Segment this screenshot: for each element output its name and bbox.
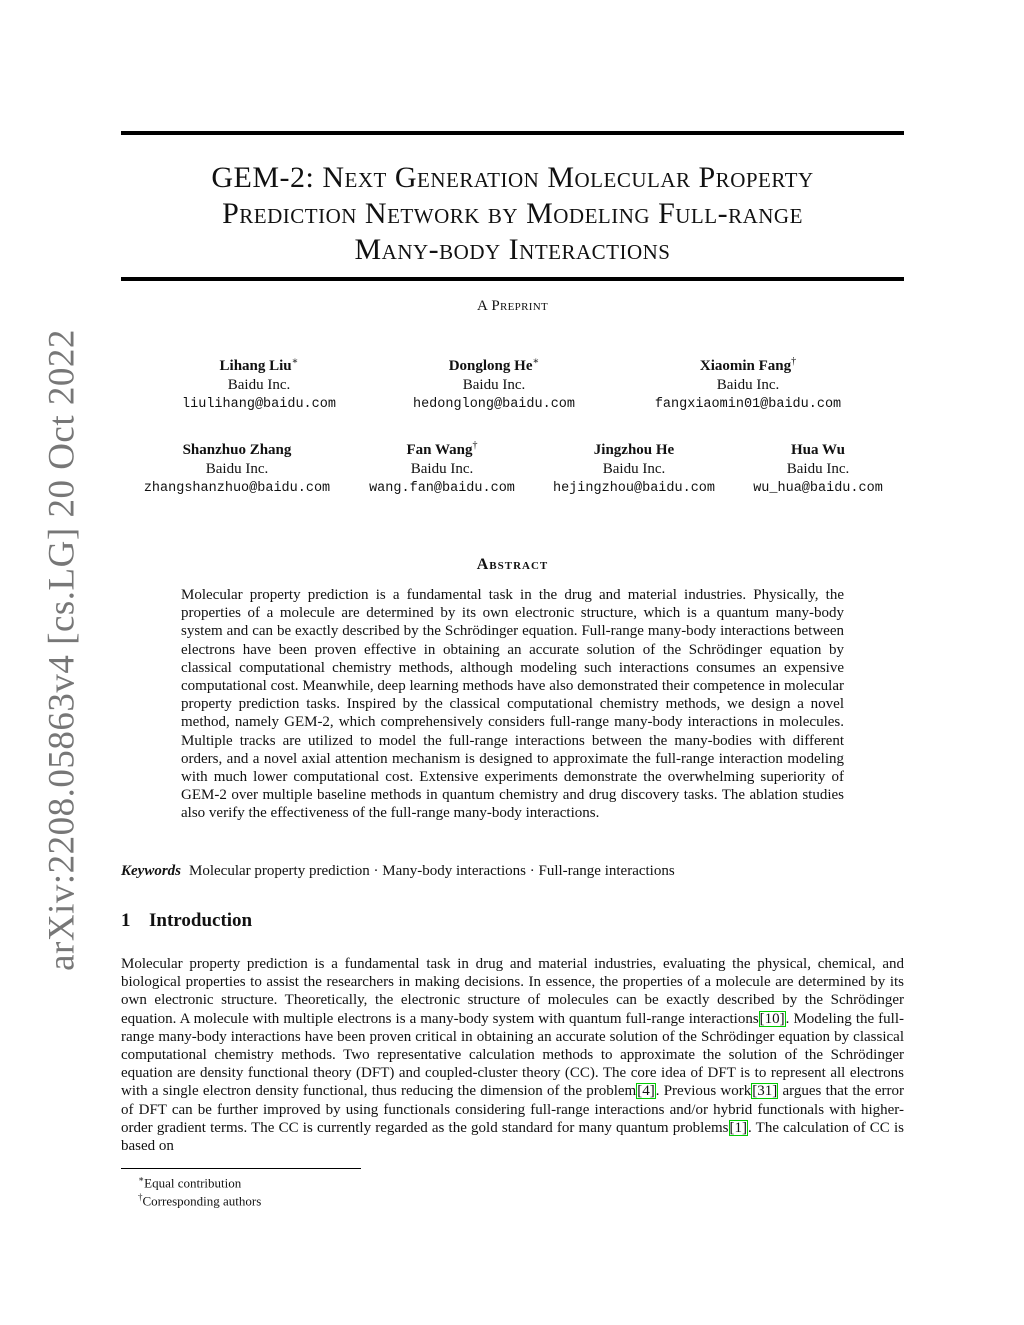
citation-link[interactable]: [1] <box>729 1119 748 1136</box>
title-rule-bottom <box>121 277 904 281</box>
section-number: 1 <box>121 910 131 931</box>
intro-text: . The calculation of CC is based on <box>121 1119 904 1155</box>
keywords <box>121 863 904 880</box>
keywords-text: Molecular property prediction · Many-body interactions · Full-range interactions <box>189 863 675 879</box>
arxiv-identifier: arXiv:2208.05863v4 [cs.LG] 20 Oct 2022 <box>41 329 83 971</box>
intro-text: . Modeling the full-range many-body interactions have been proven critical in obtaining an accurate solution of the Schrödinger equation by classical computational chemistry methods. Two representative calculation methods to approximate the solution of the Schrödinger equation are density functional theory (DFT) and coupled-cluster theory (CC). The core idea of DFT is to represent all electrons with a single electron density functional, thus reducing the dimension of the problem <box>121 1010 904 1100</box>
author-email[interactable]: liulihang@baidu.com <box>182 397 336 412</box>
author-affiliation: Baidu Inc. <box>462 377 526 393</box>
title-line-2: Prediction Network by Modeling Full-range <box>222 197 803 230</box>
citation-link[interactable]: [4] <box>637 1083 655 1100</box>
footnote-text: Corresponding authors <box>142 1193 262 1209</box>
preprint-label: A Preprint <box>477 298 548 314</box>
author-name: Donglong He∗ <box>448 356 540 374</box>
footnote <box>138 1192 261 1209</box>
author-email[interactable]: zhangshanzhuo@baidu.com <box>143 481 331 496</box>
author-block <box>553 436 715 498</box>
citation-link[interactable]: [31] <box>752 1083 778 1100</box>
intro-text: . Previous work <box>655 1083 752 1100</box>
footnote-mark: ∗ <box>138 1174 145 1184</box>
author-email[interactable]: hejingzhou@baidu.com <box>552 481 716 496</box>
author-affiliation: Baidu Inc. <box>716 377 780 393</box>
author-email[interactable]: fangxiaomin01@baidu.com <box>654 397 842 412</box>
author-email[interactable]: wang.fan@baidu.com <box>369 481 515 496</box>
footnote <box>138 1174 241 1191</box>
author-affiliation: Baidu Inc. <box>602 461 666 477</box>
author-affiliation: Baidu Inc. <box>410 461 474 477</box>
author-name: Shanzhuo Zhang <box>182 442 292 458</box>
intro-text: Molecular property prediction is a fundamental task in drug and material industries, evaluating the physical, chemical, and biological properties to assist the researchers in making decisions. In essence, the properties of a molecule are determined by its own electronic structure. Theoretically, the electronic structure of molecules can be exactly described by the Schrödinger equation. A molecule with multiple electrons is a many-body system with quantum full-range interactions <box>121 956 904 1027</box>
author-block <box>413 352 575 414</box>
title-line-3: Many-body Interactions <box>354 233 671 266</box>
introduction-paragraph <box>121 955 904 1155</box>
section-title: Introduction <box>149 910 253 931</box>
author-block <box>144 436 330 498</box>
footnote-mark: † <box>138 1192 143 1202</box>
author-block <box>753 436 883 498</box>
author-email[interactable]: wu_hua@baidu.com <box>753 481 883 496</box>
abstract-heading: Abstract <box>476 556 549 573</box>
intro-text: argues that the error of DFT can be further improved by using functionals considering full-range interactions and/or hybrid functionals with higher-order gradient terms. The CC is currently regarded as the gold standard for many quantum problems <box>121 1083 905 1136</box>
footnote-rule <box>121 1168 361 1169</box>
footnote-text: Equal contribution <box>144 1175 242 1191</box>
author-name: Jingzhou He <box>593 442 675 458</box>
section-heading <box>121 910 252 932</box>
abstract-text: Molecular property prediction is a fundamental task in the drug and material industries. Physically, the properties of a molecule are determined by its own electronic structure, which is a quantum many-body system and can be exactly described by the Schrödinger equation. Full-range many-body interactions between electrons have been proven effective in obtaining an accurate solution of the Schrödinger equation by classical computational chemistry methods, although modeling such interactions consumes an expensive computational cost. Meanwhile, deep learning methods have also demonstrated their competence in molecular property prediction tasks. Inspired by the classical computational chemistry methods, we design a novel method, namely GEM-2, which comprehensively considers full-range many-body interactions in molecules. Multiple tracks are utilized to model the full-range interactions between the many-bodies with different orders, and a novel axial attention mechanism is designed to approximate the full-range interaction modeling with much lower computational cost. Extensive experiments demonstrate the overwhelming superiority of GEM-2 over multiple baseline methods in quantum chemistry and drug discovery tasks. The ablation studies also verify the effectiveness of the full-range many-body interactions. <box>181 587 844 822</box>
author-block <box>369 436 515 498</box>
keywords-label: Keywords <box>121 863 181 879</box>
author-block <box>655 352 841 414</box>
author-email[interactable]: hedonglong@baidu.com <box>412 397 576 412</box>
author-affiliation: Baidu Inc. <box>227 377 291 393</box>
paper-title <box>121 160 904 268</box>
author-name: Hua Wu <box>790 442 846 458</box>
author-name: Lihang Liu∗ <box>219 356 299 374</box>
author-name: Fan Wang† <box>406 440 478 458</box>
citation-link[interactable]: [10] <box>759 1010 785 1027</box>
author-affiliation: Baidu Inc. <box>205 461 269 477</box>
author-block <box>182 352 336 414</box>
title-rule-top <box>121 131 904 135</box>
title-line-1: GEM-2: Next Generation Molecular Property <box>211 161 814 194</box>
author-affiliation: Baidu Inc. <box>786 461 850 477</box>
author-name: Xiaomin Fang† <box>699 356 797 374</box>
